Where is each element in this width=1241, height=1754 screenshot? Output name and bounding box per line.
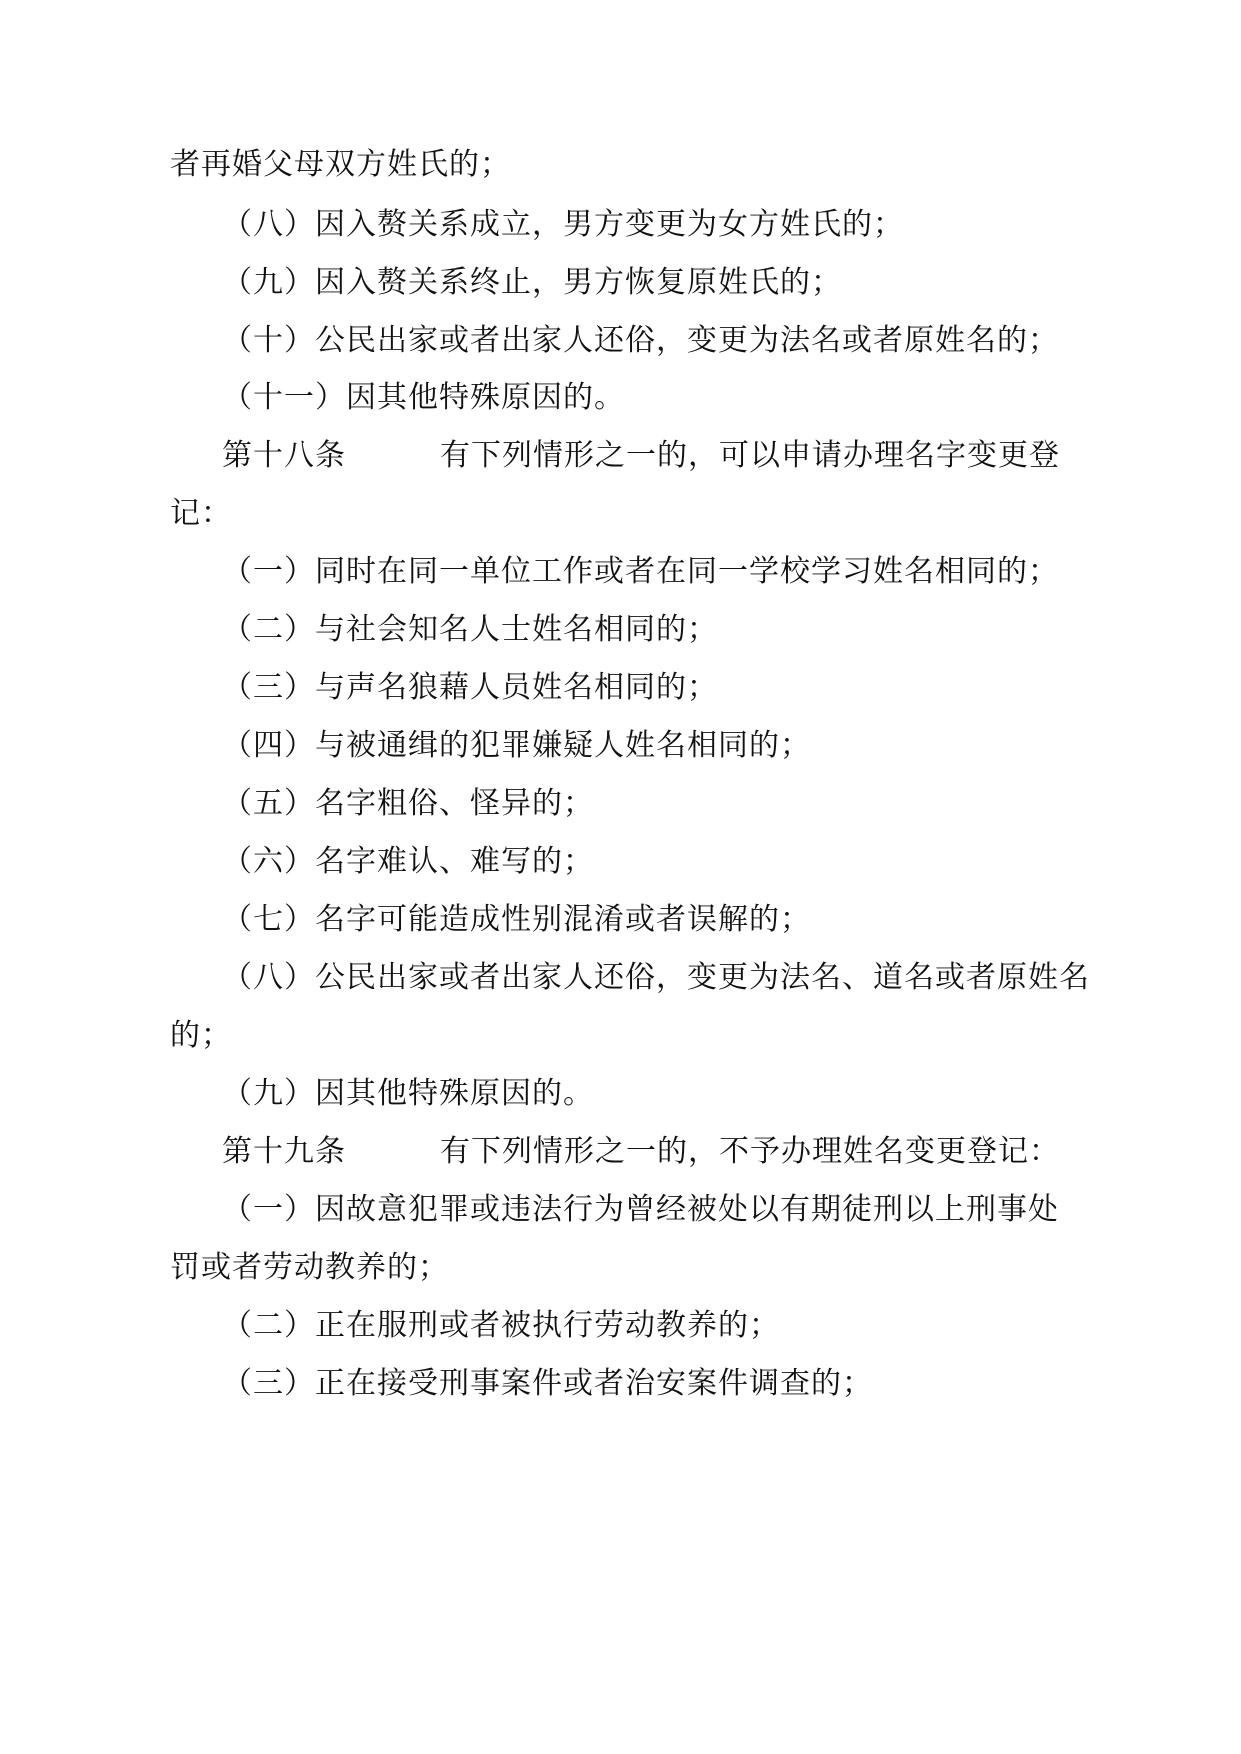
article-text: 有下列情形之一的，可以申请办理名字变更登 xyxy=(440,438,1060,473)
list-item: （二）正在服刑或者被执行劳动教养的； xyxy=(222,1308,780,1343)
list-item: （十一）因其他特殊原因的。 xyxy=(222,380,625,415)
list-item: （九）因其他特殊原因的。 xyxy=(222,1076,594,1111)
list-item: （十）公民出家或者出家人还俗，变更为法名或者原姓名的； xyxy=(222,323,1059,358)
text-line: 者再婚父母双方姓氏的； xyxy=(170,147,511,182)
article-text: 有下列情形之一的，不予办理姓名变更登记： xyxy=(440,1134,1060,1169)
list-item: （八）公民出家或者出家人还俗，变更为法名、道名或者原姓名 xyxy=(222,960,1090,995)
list-item: （五）名字粗俗、怪异的； xyxy=(222,786,594,821)
list-item: （四）与被通缉的犯罪嫌疑人姓名相同的； xyxy=(222,728,811,763)
text-line: 罚或者劳动教养的； xyxy=(170,1250,449,1285)
list-item: （三）与声名狼藉人员姓名相同的； xyxy=(222,670,718,705)
list-item: （二）与社会知名人士姓名相同的； xyxy=(222,612,718,647)
article-19 xyxy=(222,1132,1060,1172)
article-18 xyxy=(222,436,1060,476)
list-item: （七）名字可能造成性别混淆或者误解的； xyxy=(222,902,811,937)
list-item: （一）因故意犯罪或违法行为曾经被处以有期徒刑以上刑事处 xyxy=(222,1192,1059,1227)
text-line: 的； xyxy=(170,1018,232,1053)
list-item: （一）同时在同一单位工作或者在同一学校学习姓名相同的； xyxy=(222,554,1059,589)
list-item: （三）正在接受刑事案件或者治安案件调查的； xyxy=(222,1366,873,1401)
article-number: 第十九条 xyxy=(222,1134,346,1169)
list-item: （八）因入赘关系成立，男方变更为女方姓氏的； xyxy=(222,207,904,242)
list-item: （六）名字难认、难写的； xyxy=(222,844,594,879)
text-line: 记： xyxy=(170,496,232,531)
list-item: （九）因入赘关系终止，男方恢复原姓氏的； xyxy=(222,265,842,300)
article-number: 第十八条 xyxy=(222,438,346,473)
